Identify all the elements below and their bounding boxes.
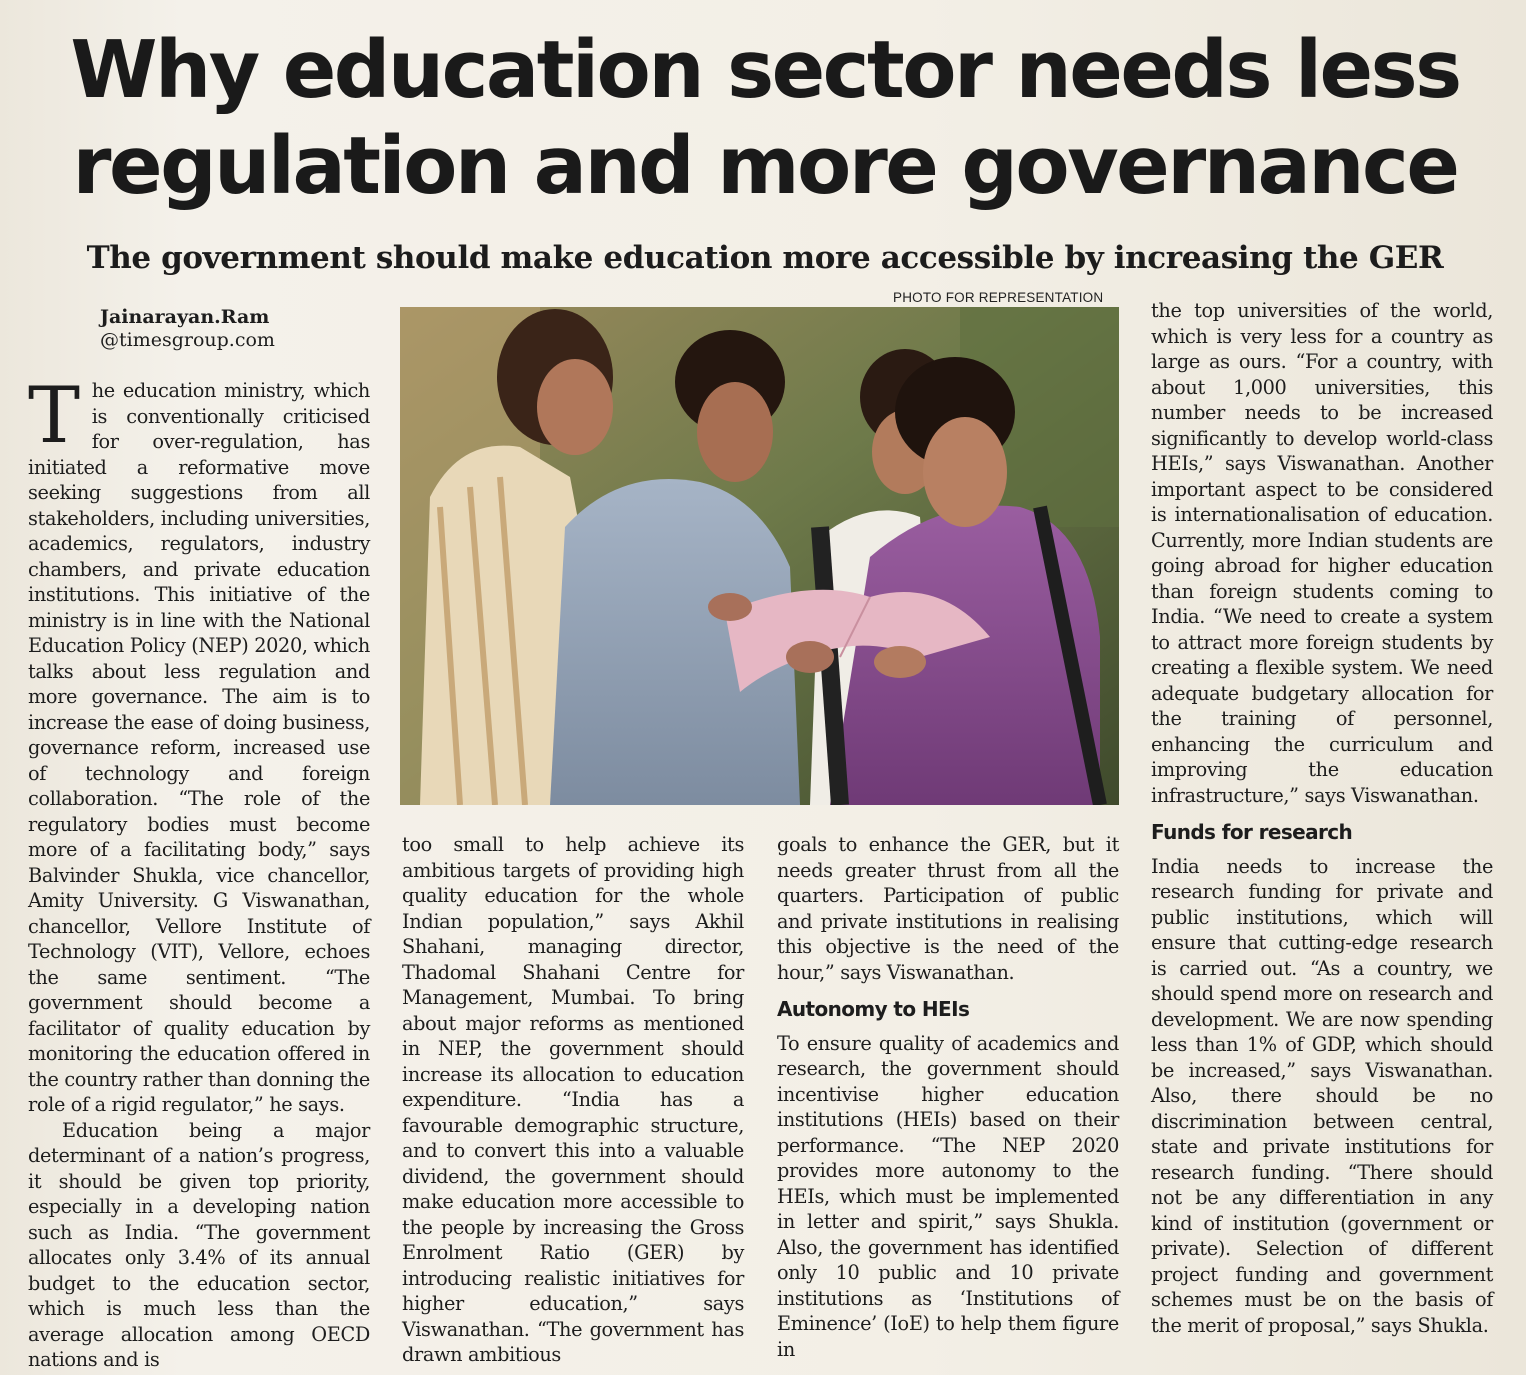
article-column-4 xyxy=(1151,298,1493,1338)
students-photo xyxy=(400,307,1119,805)
column-4-paragraph-1: the top universities of the world, which is very less for a country as large as ours. “For a country, with about 1,000 universities, this number needs to be increased significantly to develop world-class HEIs,” says Viswanathan. Another important aspect to be considered is internationalisation of education. Currently, more Indian students are going abroad for higher education than foreign students coming to India. “We need to create a system to attract more foreign students by creating a flexible system. We need adequate budgetary allocation for the training of personnel, enhancing the curriculum and improving the education infrastructure,” says Viswanathan. xyxy=(1151,299,1493,807)
column-3-paragraph-1: goals to enhance the GER, but it needs greater thrust from all the quarters. Participation of public and private institutions in realising this objective is the need of the hour,” says Viswanathan. xyxy=(777,833,1119,984)
article-column-2 xyxy=(402,832,744,1368)
drop-cap: T xyxy=(28,371,80,461)
article-column-1 xyxy=(28,371,370,1373)
photo-credit: PHOTO FOR REPRESENTATION xyxy=(893,290,1104,305)
column-1-paragraph-2: Education being a major determinant of a nation’s progress, it should be given top priority, especially in a developing nation such as India. “The government allocates only 3.4% of its annual budget to the education sector, which is much less than the average allocation among OECD nations and is xyxy=(28,1118,370,1371)
author-name: Jainarayan.Ram xyxy=(100,306,270,328)
author-email: @timesgroup.com xyxy=(100,329,275,351)
subhead-funds-for-research: Funds for research xyxy=(1151,820,1353,844)
column-1-paragraph-1 xyxy=(28,371,370,1118)
byline xyxy=(100,306,275,352)
column-1-paragraph-1-text: he education ministry, which is conventionally criticised for over-regulation, has initiated a reformative move seeking suggestions from all stakeholders, including universities, academics, regulators, industry chambers, and private education institutions. This initiative of the ministry is in line with the National Education Policy (NEP) 2020, which talks about less regulation and more governance. The aim is to increase the ease of doing business, governance reform, increased use of technology and foreign collaboration. “The role of the regulatory bodies must become more of a facilitating body,” says Balvinder Shukla, vice chancellor, Amity University. G Viswanathan, chancellor, Vellore Institute of Technology (VIT), Vellore, echoes the same sentiment. “The government should become a facilitator of quality education by monitoring the education offered in the country rather than donning the role of a rigid regulator,” he says. xyxy=(28,379,370,1116)
subhead-autonomy: Autonomy to HEIs xyxy=(777,997,970,1021)
column-3-paragraph-2: To ensure quality of academics and research, the government should incentivise higher education institutions (HEIs) based on their performance. “The NEP 2020 provides more autonomy to the HEIs, which must be implemented in letter and spirit,” says Shukla. Also, the government has identified only 10 public and 10 private institutions as ‘Institutions of Eminence’ (IoE) to help them figure in xyxy=(777,1031,1119,1361)
students-photo-illustration xyxy=(400,307,1119,805)
column-4-paragraph-2: India needs to increase the research funding for private and public institutions, which will ensure that cutting-edge research is carried out. “As a country, we should spend more on research and development. We are now spending less than 1% of GDP, which should be increased,” says Viswanathan. Also, there should be no discrimination between central, state and private institutions for research funding. “There should not be any differentiation in any kind of institution (government or private). Selection of different project funding and government schemes must be on the basis of the merit of proposal,” says Shukla. xyxy=(1151,854,1493,1337)
column-2-paragraph-1: too small to help achieve its ambitious targets of providing high quality education for the whole Indian population,” says Akhil Shahani, managing director, Thadomal Shahani Centre for Management, Mumbai. To bring about major reforms as mentioned in NEP, the government should increase its allocation to education expenditure. “India has a favourable demographic structure, and to convert this into a valuable dividend, the government should make education more accessible to the people by increasing the Gross Enrolment Ratio (GER) by introducing realistic initiatives for higher education,” says Viswanathan. “The government has drawn ambitious xyxy=(402,833,744,1366)
headline-line-1: Why education sector needs less xyxy=(70,24,1460,116)
headline-line-2: regulation and more governance xyxy=(72,120,1458,212)
article-column-3 xyxy=(777,832,1119,1362)
article-standfirst: The government should make education more accessible by increasing the GER xyxy=(86,240,1444,276)
article-headline xyxy=(20,22,1510,214)
